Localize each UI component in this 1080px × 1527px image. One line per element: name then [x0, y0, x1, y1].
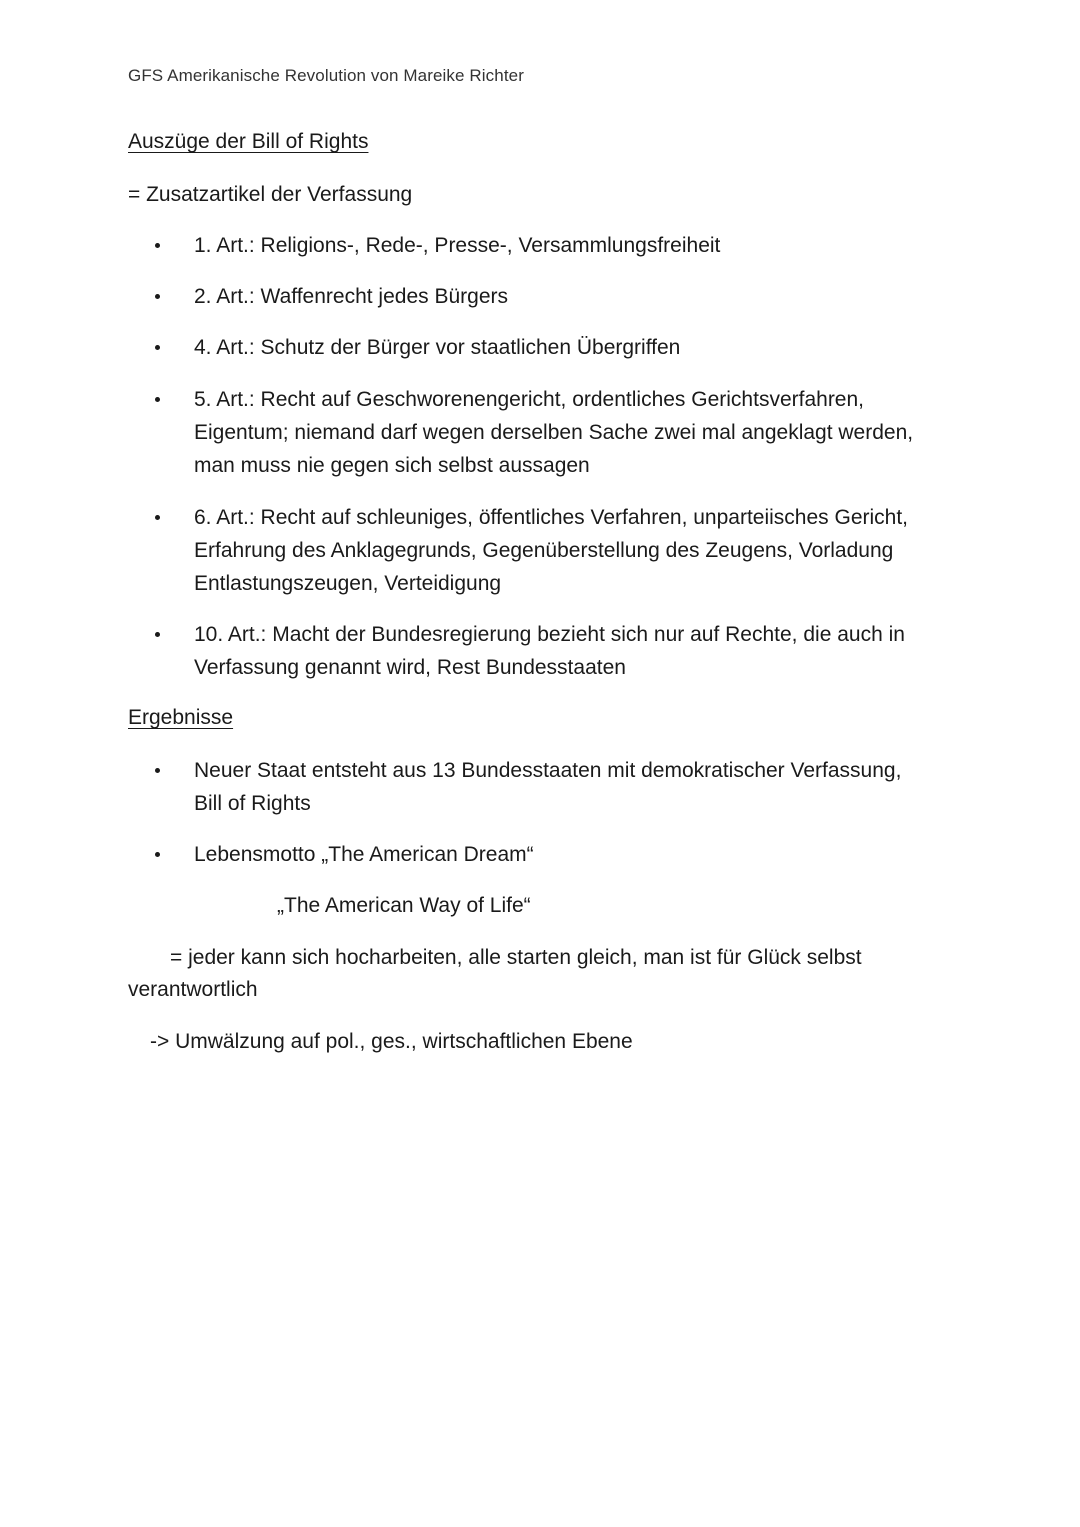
list-item-text: 2. Art.: Waffenrecht jedes Bürgers — [194, 285, 508, 308]
bullet-icon — [155, 243, 160, 248]
list-item-text: 4. Art.: Schutz der Bürger vor staatlichen Übergriffen — [194, 336, 681, 359]
explanation-line: = jeder kann sich hocharbeiten, alle starten gleich, man ist für Glück selbst — [170, 946, 862, 969]
list-item-text: Neuer Staat entsteht aus 13 Bundesstaaten mit demokratischer Verfassung, Bill of Rights — [194, 759, 902, 815]
section-heading-results: Ergebnisse — [128, 706, 234, 729]
page-header: GFS Amerikanische Revolution von Mareike Richter — [128, 66, 524, 85]
motto-continuation: „The American Way of Life“ — [277, 894, 531, 917]
bullet-icon — [155, 632, 160, 637]
section-subtitle: = Zusatzartikel der Verfassung — [128, 183, 413, 206]
section-heading-bill-of-rights: Auszüge der Bill of Rights — [128, 130, 369, 153]
list-item-text: 6. Art.: Recht auf schleuniges, öffentliches Verfahren, unparteiisches Gericht, Erfahrung des Anklagegrunds, Gegenüberstellung des Zeugens, Vorladung Entlastungszeugen, Verteidigung — [194, 506, 909, 595]
bullet-icon — [155, 515, 160, 520]
list-item-text: 5. Art.: Recht auf Geschworenengericht, ordentliches Gerichtsverfahren, Eigentum; niemand darf wegen derselben Sache zwei mal angeklagt werden, man muss nie gegen sich selbst aussagen — [194, 388, 914, 477]
list-item-text: Lebensmotto „The American Dream“ — [194, 843, 534, 866]
list-item-text: 10. Art.: Macht der Bundesregierung bezieht sich nur auf Rechte, die auch in Verfassung genannt wird, Rest Bundesstaaten — [194, 623, 905, 679]
bullet-icon — [155, 768, 160, 773]
explanation-line: verantwortlich — [128, 978, 258, 1001]
bullet-icon — [155, 852, 160, 857]
bullet-icon — [155, 294, 160, 299]
conclusion-line: -> Umwälzung auf pol., ges., wirtschaftlichen Ebene — [150, 1030, 633, 1053]
bullet-icon — [155, 397, 160, 402]
bullet-icon — [155, 345, 160, 350]
list-item-text: 1. Art.: Religions-, Rede-, Presse-, Versammlungsfreiheit — [194, 234, 721, 257]
